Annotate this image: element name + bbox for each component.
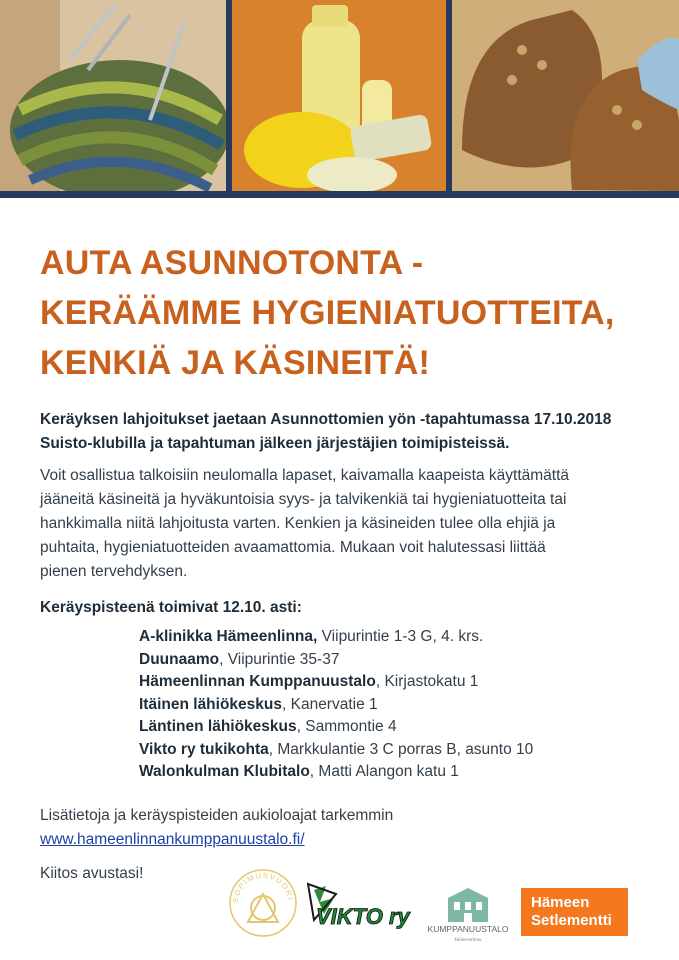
list-item	[139, 739, 533, 762]
body-line: pienen tervehdyksen.	[40, 563, 188, 580]
intro-line: Keräyksen lahjoitukset jaetaan Asunnottomien yön -tapahtumassa 17.10.2018	[40, 411, 612, 428]
headline	[40, 238, 660, 388]
body-line: Voit osallistua talkoisiin neulomalla lapaset, kaivamalla kaapeista käyttämättä	[40, 467, 570, 484]
vikto-logo	[306, 880, 416, 938]
kumppanuustalo-logo-subtext: Hämeenlinna	[454, 938, 482, 943]
list-item	[139, 716, 533, 739]
banner-bottom-bar	[0, 191, 679, 198]
vikto-logo-text: VIKTO ry	[316, 904, 410, 929]
headline-line: AUTA ASUNNOTONTA -	[40, 244, 424, 282]
intro-paragraph	[40, 408, 650, 456]
body-line: puhtaita, hygieniatuotteiden avaamattomia. Mukaan voit halutessasi liittää	[40, 539, 546, 556]
location-address: , Markkulantie 3 C porras B, asunto 10	[268, 740, 534, 758]
intro-line: Suisto-klubilla ja tapahtuman jälkeen järjestäjien toimipisteissä.	[40, 435, 510, 452]
location-address: , Viipurintie 35-37	[219, 650, 340, 668]
collection-title: Keräyspisteenä toimivat 12.10. asti:	[40, 599, 302, 616]
list-item	[139, 649, 533, 672]
location-address: , Matti Alangon katu 1	[309, 763, 459, 780]
website-link[interactable]: www.hameenlinnankumppanuustalo.fi/	[40, 831, 305, 848]
headline-line: KERÄÄMME HYGIENIATUOTTEITA,	[40, 294, 615, 332]
list-item	[139, 626, 533, 649]
boots-photo	[452, 0, 679, 191]
setlementti-logo-line: Setlementti	[531, 912, 612, 929]
body-line: jääneitä käsineitä ja hyväkuntoisia syys- ja talvikenkiä tai hygieniatuotteita tai	[40, 491, 567, 508]
hygiene-products-photo	[232, 0, 446, 191]
collection-list	[139, 626, 533, 784]
thanks-text: Kiitos avustasi!	[40, 865, 144, 882]
location-name: Läntinen lähiökeskus	[139, 718, 297, 735]
hameen-setlementti-logo	[521, 888, 628, 936]
location-name: A-klinikka Hämeenlinna,	[139, 628, 318, 645]
location-name: Walonkulman Klubitalo	[139, 763, 310, 780]
location-name: Vikto ry tukikohta	[139, 740, 269, 758]
body-paragraph	[40, 464, 650, 584]
sopimusvuori-logo-text: SOPIMUSVUORI	[230, 870, 295, 904]
location-address: , Kirjastokatu 1	[375, 673, 479, 690]
list-item	[139, 761, 533, 784]
kumppanuustalo-logo	[422, 884, 514, 944]
body-line: hankkimalla niitä lahjoitusta varten. Kenkien ja käsineiden tulee olla ehjiä ja	[40, 515, 556, 532]
location-name: Duunaamo	[139, 650, 220, 668]
location-address: , Kanervatie 1	[282, 695, 378, 713]
more-info-text: Lisätietoja ja keräyspisteiden aukioloajat tarkemmin	[40, 807, 394, 824]
list-item	[139, 694, 533, 717]
knitting-photo	[0, 0, 226, 191]
setlementti-logo-line: Hämeen	[531, 894, 590, 911]
location-address: , Sammontie 4	[296, 718, 397, 735]
list-item	[139, 671, 533, 694]
photo-banner	[0, 0, 679, 200]
kumppanuustalo-logo-text: KUMPPANUUSTALO	[427, 924, 509, 934]
location-name: Hämeenlinnan Kumppanuustalo	[139, 673, 376, 690]
sopimusvuori-logo	[228, 868, 298, 938]
headline-line: KENKIÄ JA KÄSINEITÄ!	[40, 344, 430, 382]
location-name: Itäinen lähiökeskus	[139, 695, 282, 713]
location-address: Viipurintie 1-3 G, 4. krs.	[317, 628, 484, 645]
